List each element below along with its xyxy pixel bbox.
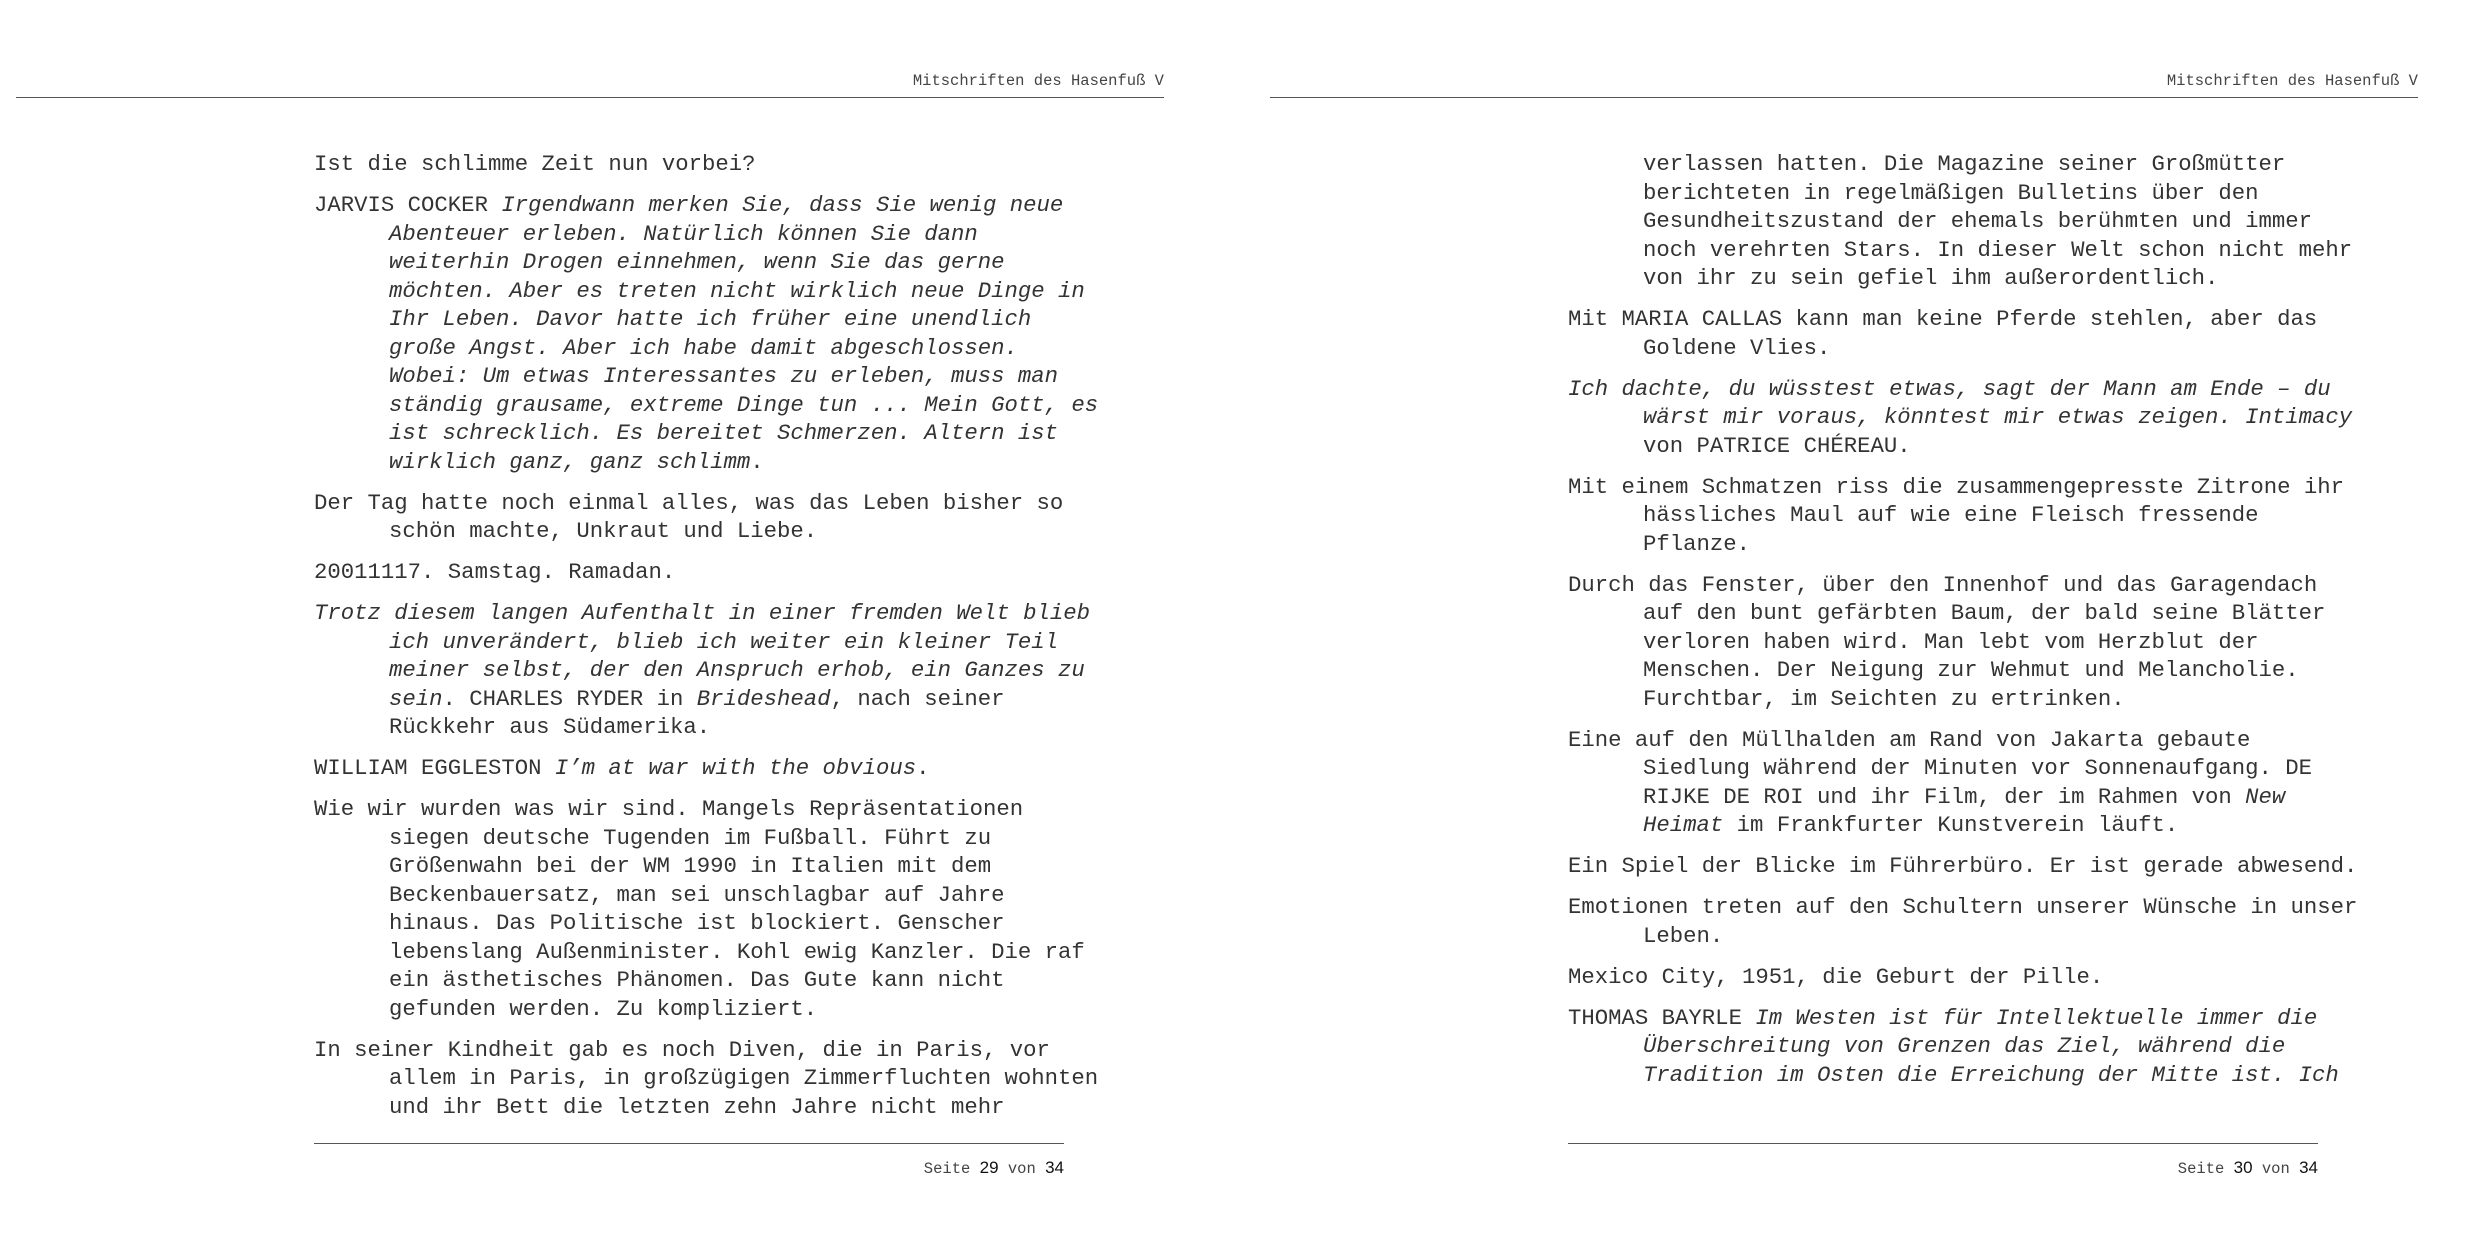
text-paragraph bbox=[1568, 473, 2358, 559]
text-run: Mit MARIA CALLAS kann man keine Pferde stehlen, aber das Goldene Vlies. bbox=[1568, 306, 2318, 361]
text-run: JARVIS COCKER bbox=[314, 192, 502, 218]
text-paragraph bbox=[1568, 305, 2358, 362]
footer-page-number: 30 bbox=[2233, 1158, 2253, 1177]
italic-text: I’m at war with the obvious bbox=[554, 755, 917, 781]
italic-text: Irgendwann merken Sie, dass Sie wenig neue Abenteuer erleben. Natürlich können Sie dann weiterhin Drogen einnehmen, wenn Sie das gerne möchten. Aber es treten nicht wirklich neue Dinge in Ihr Leben. Davor hatte ich früher eine unendlich große Angst. Aber ich habe damit abgeschlossen. Wobei: Um etwas Interessantes zu erleben, muss man ständig grausame, extreme Dinge tun ... Mein Gott, es ist schrecklich. Es bereitet Schmerzen. Altern ist wirklich ganz, ganz schlimm bbox=[389, 192, 1099, 475]
text-paragraph bbox=[314, 558, 1104, 587]
page-body bbox=[314, 150, 1104, 1134]
continuation-paragraph: verlassen hatten. Die Magazine seiner Großmütter berichteten in regelmäßigen Bulletins über den Gesundheitszustand der ehemals berühmten und immer noch verehrten Stars. In dieser Welt schon nicht mehr von ihr zu sein gefiel ihm außerordentlich. bbox=[1643, 151, 2353, 291]
footer-rule bbox=[314, 1143, 1064, 1144]
text-run: Durch das Fenster, über den Innenhof und das Garagendach auf den bunt gefärbten Baum, der bald seine Blätter verloren haben wird. Man lebt vom Herzblut der Menschen. Der Neigung zur Wehmut und Melancholie. Furchtbar, im Seichten zu ertrinken. bbox=[1568, 571, 2326, 712]
right-page bbox=[1240, 0, 2480, 1240]
text-run: , nach seiner Rückkehr aus Südamerika. bbox=[389, 685, 1005, 740]
running-header: Mitschriften des Hasenfuß V bbox=[912, 72, 1164, 90]
footer-von: von bbox=[2261, 1160, 2290, 1178]
footer-total-pages: 34 bbox=[1045, 1158, 1064, 1177]
footer-total-pages: 34 bbox=[2299, 1158, 2318, 1177]
page-footer bbox=[314, 1158, 1064, 1178]
footer-prefix: Seite bbox=[923, 1160, 971, 1178]
footer-prefix: Seite bbox=[2177, 1160, 2225, 1178]
text-paragraph bbox=[314, 150, 1104, 179]
text-run: Mexico City, 1951, die Geburt der Pille. bbox=[1568, 963, 2104, 990]
header-rule bbox=[1270, 97, 2418, 98]
text-run: . bbox=[750, 448, 764, 475]
italic-text: Trotz diesem langen Aufenthalt in einer fremden Welt blieb ich unverändert, blieb ich weiter ein kleiner Teil meiner selbst, der den Anspruch erhob, ein Ganzes zu sein bbox=[314, 600, 1091, 712]
footer-page-number: 29 bbox=[979, 1158, 999, 1177]
text-paragraph bbox=[1568, 1004, 2358, 1090]
footer-von: von bbox=[1007, 1160, 1036, 1178]
text-run: Wie wir wurden was wir sind. Mangels Repräsentationen siegen deutsche Tugenden im Fußball. Führt zu Größenwahn bei der WM 1990 in Italien mit dem Beckenbauersatz, man sei unschlagbar auf Jahre hinaus. Das Politische ist blockiert. Genscher lebenslang Außenminister. Kohl ewig Kanzler. Die raf ein ästhetisches Phänomen. Das Gute kann nicht gefunden werden. Zu kompliziert. bbox=[314, 796, 1085, 1022]
text-paragraph bbox=[314, 1036, 1104, 1122]
page-body bbox=[1568, 150, 2358, 1102]
text-paragraph bbox=[1568, 726, 2358, 840]
italic-text: Im Westen ist für Intellektuelle immer die Überschreitung von Grenzen das Ziel, während die Tradition im Osten die Erreichung der Mitte ist. Ich bbox=[1643, 1004, 2339, 1088]
page-footer bbox=[1568, 1158, 2318, 1178]
text-run: Der Tag hatte noch einmal alles, was das Leben bisher so schön machte, Unkraut und Liebe. bbox=[314, 489, 1064, 544]
text-paragraph bbox=[314, 191, 1104, 476]
italic-text: Brideshead bbox=[696, 685, 831, 712]
text-paragraph bbox=[314, 754, 1104, 783]
text-paragraph bbox=[1568, 375, 2358, 461]
text-paragraph bbox=[1568, 963, 2358, 992]
text-paragraph bbox=[314, 795, 1104, 1023]
text-run: im Frankfurter Kunstverein läuft. bbox=[1723, 812, 2179, 838]
text-paragraph bbox=[1568, 893, 2358, 950]
text-run: Emotionen treten auf den Schultern unserer Wünsche in unser Leben. bbox=[1568, 894, 2358, 949]
footer-rule bbox=[1568, 1143, 2318, 1144]
text-paragraph bbox=[1568, 571, 2358, 714]
text-run: WILLIAM EGGLESTON bbox=[314, 755, 555, 781]
text-paragraph bbox=[1568, 852, 2358, 881]
text-run: In seiner Kindheit gab es noch Diven, die in Paris, vor allem in Paris, in großzügigen Zimmerfluchten wohnten und ihr Bett die letzten zehn Jahre nicht mehr bbox=[314, 1036, 1099, 1120]
text-run: Mit einem Schmatzen riss die zusammengepresste Zitrone ihr hässliches Maul auf wie eine Fleisch fressende Pflanze. bbox=[1568, 473, 2345, 557]
text-run: . CHARLES RYDER in bbox=[442, 685, 697, 712]
text-run: von PATRICE CHÉREAU. bbox=[1643, 432, 1911, 459]
text-paragraph bbox=[314, 489, 1104, 546]
italic-text: New Heimat bbox=[1643, 783, 2286, 838]
text-run: 20011117. Samstag. Ramadan. bbox=[314, 559, 676, 585]
text-run: . bbox=[916, 755, 930, 781]
italic-text: Ich dachte, du wüsstest etwas, sagt der Mann am Ende – du wärst mir voraus, könntest mir etwas zeigen. Intimacy bbox=[1568, 375, 2353, 430]
running-header: Mitschriften des Hasenfuß V bbox=[2166, 72, 2418, 90]
header-rule bbox=[16, 97, 1164, 98]
text-run: THOMAS BAYRLE bbox=[1568, 1004, 1756, 1031]
text-paragraph bbox=[314, 599, 1104, 742]
text-run: Ist die schlimme Zeit nun vorbei? bbox=[314, 151, 756, 177]
text-run: Eine auf den Müllhalden am Rand von Jakarta gebaute Siedlung während der Minuten vor Sonnenaufgang. DE RIJKE DE ROI und ihr Film, der im Rahmen von bbox=[1568, 726, 2313, 810]
text-run: Ein Spiel der Blicke im Führerbüro. Er ist gerade abwesend. bbox=[1568, 853, 2358, 879]
